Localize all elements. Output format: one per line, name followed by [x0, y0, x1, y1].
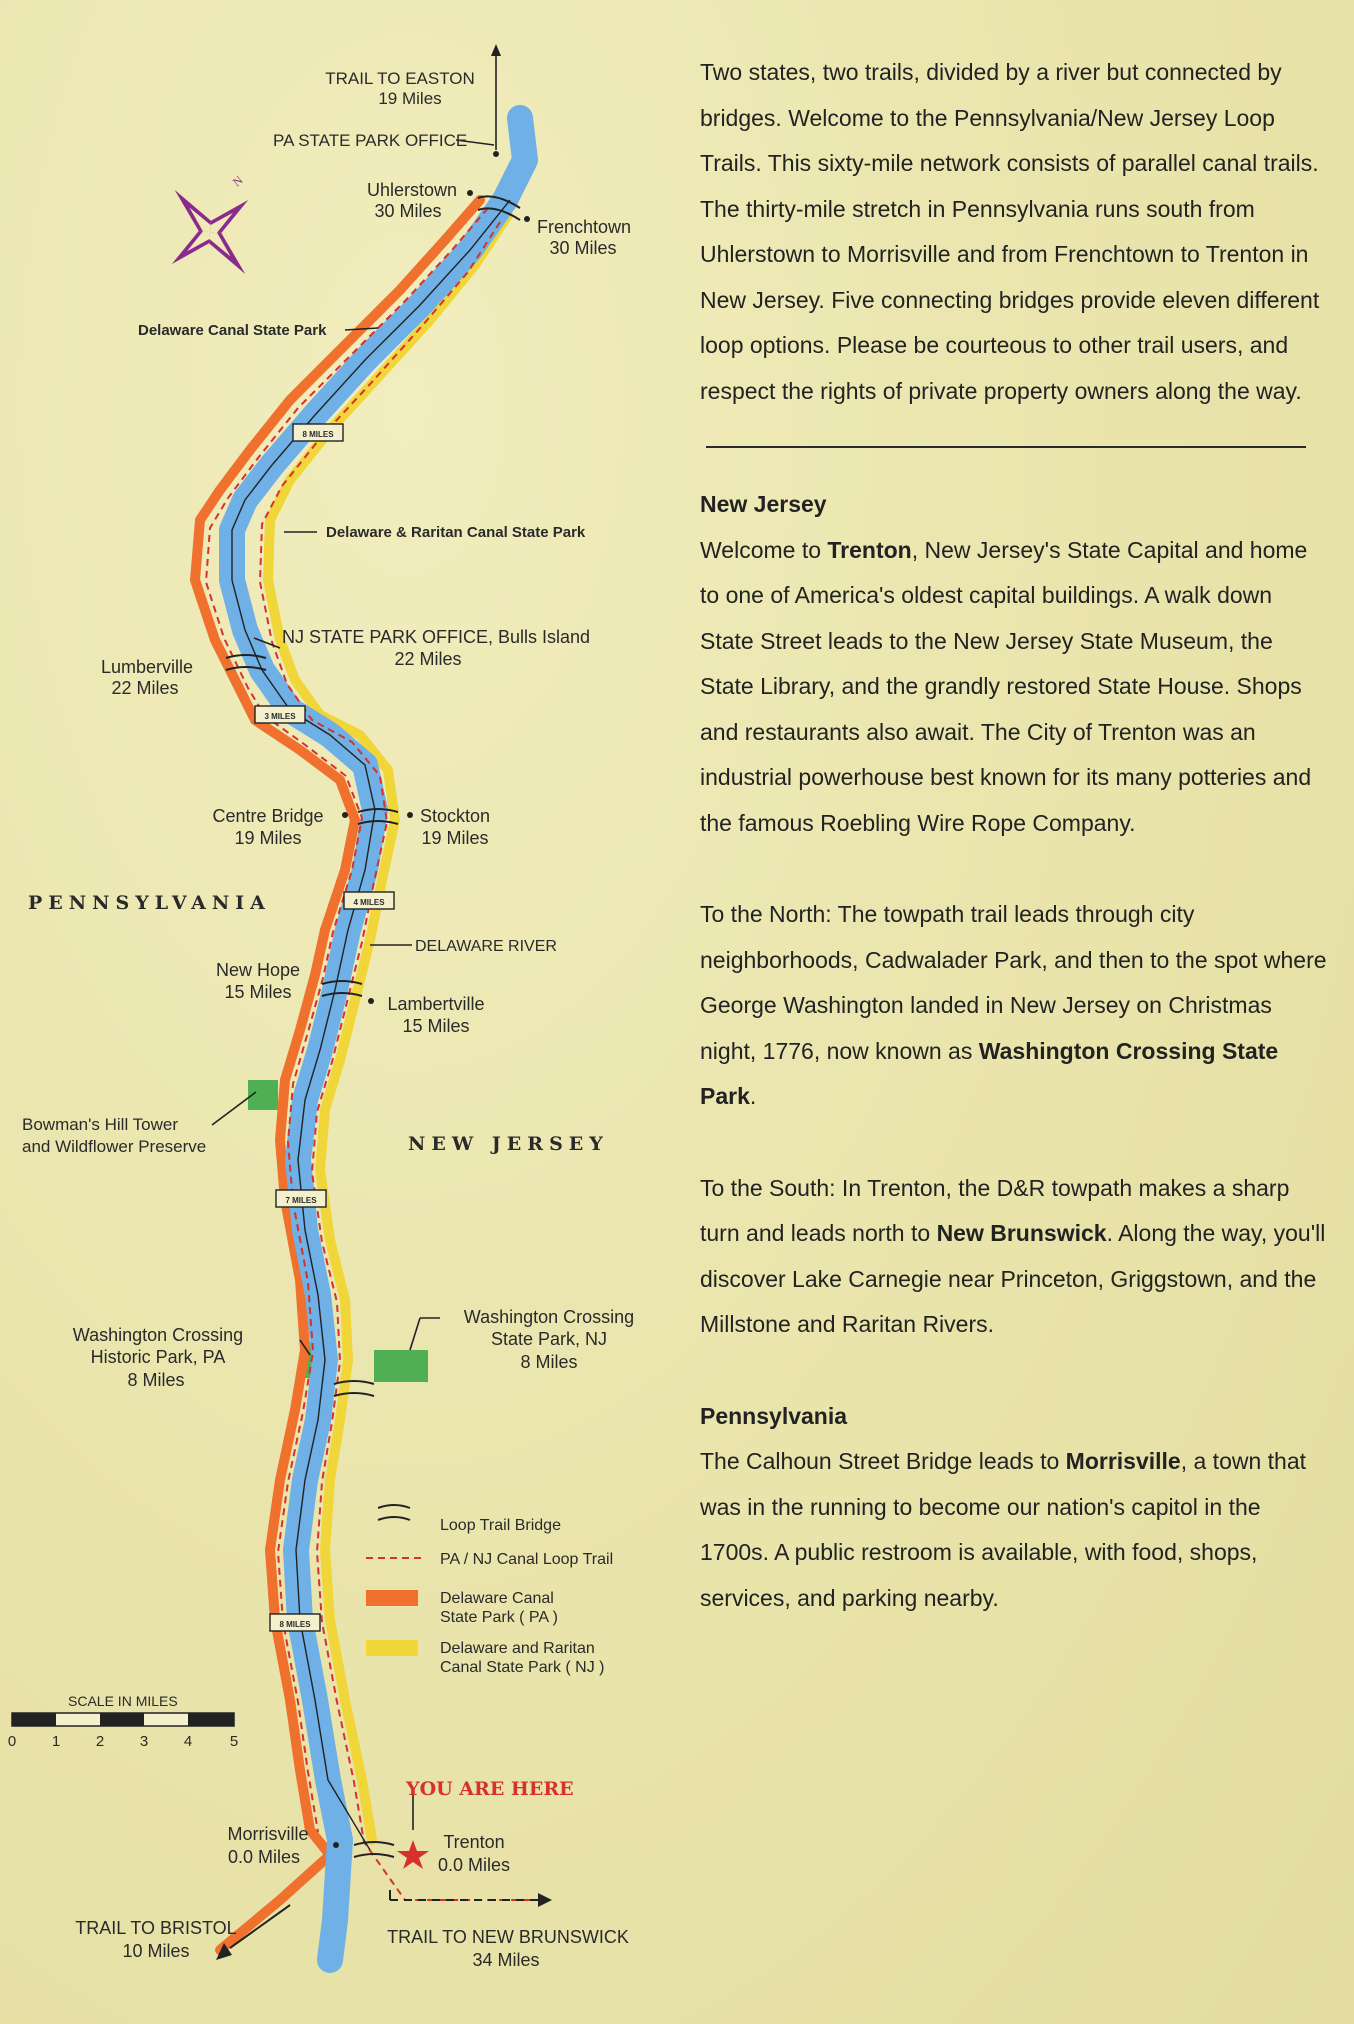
morrisville-label: Morrisville	[227, 1824, 309, 1844]
delaware-river-label: DELAWARE RIVER	[415, 938, 557, 955]
trail-to-nb-miles: 34 Miles	[472, 1950, 540, 1970]
uhlerstown-miles: 30 Miles	[374, 201, 442, 221]
pa-paragraph-1: The Calhoun Street Bridge leads to Morrisville, a town that was in the running to become our nation's capitol in the 1700s. A public restroom is available, with food, shops, services, and parking nearby.	[700, 1448, 1307, 1611]
uhlerstown-label: Uhlerstown	[366, 180, 458, 200]
nj-state-park-office-miles: 22 Miles	[394, 649, 462, 669]
delaware-river	[229, 118, 525, 1960]
frenchtown-label: Frenchtown	[536, 217, 632, 237]
intro-paragraph: Two states, two trails, divided by a river but connected by bridges. Welcome to the Pennsylvania/New Jersey Loop Trails. This sixty-mile network consists of parallel canal trails. The thirty-mile stretch in Pennsylvania runs south from Uhlerstown to Morrisville and from Frenchtown to Trenton in New Jersey. Five connecting bridges provide eleven different loop options. Please be courteous to other trail users, and respect the rights of private property owners along the way.	[700, 59, 1320, 404]
segment-4-label: 7 MILES	[285, 1196, 317, 1205]
trenton-label: Trenton	[443, 1832, 505, 1852]
scale-tick-4: 4	[183, 1733, 193, 1750]
wc-pa-label-2: Historic Park, PA	[90, 1347, 226, 1367]
scale-tick-1: 1	[51, 1733, 61, 1750]
trail-to-nb-label: TRAIL TO NEW BRUNSWICK	[387, 1927, 629, 1947]
legend-nj-label-1: Delaware and Raritan	[440, 1640, 595, 1657]
pa-state-park-office-label: PA STATE PARK OFFICE	[273, 131, 468, 150]
trail-to-bristol-label: TRAIL TO BRISTOL	[75, 1918, 237, 1938]
segment-2-label: 3 MILES	[264, 712, 296, 721]
lumberville-label: Lumberville	[100, 657, 194, 677]
lambertville-miles: 15 Miles	[402, 1016, 470, 1036]
legend-bridge-icon	[378, 1505, 410, 1520]
wc-nj-park	[374, 1350, 428, 1382]
divider-rule	[706, 446, 1306, 448]
scale-tick-2: 2	[95, 1733, 105, 1750]
scale-tick-0: 0	[7, 1733, 17, 1750]
scale-tick-5: 5	[229, 1733, 239, 1750]
segment-5-label: 8 MILES	[279, 1620, 311, 1629]
new-jersey-label: NEW JERSEY	[408, 1133, 609, 1155]
nj-state-park-office-label: NJ STATE PARK OFFICE, Bulls Island	[282, 627, 591, 647]
you-are-here-star-icon	[397, 1840, 429, 1869]
trail-to-bristol-miles: 10 Miles	[122, 1941, 190, 1961]
legend-bridge-label: Loop Trail Bridge	[440, 1517, 561, 1534]
new-hope-label: New Hope	[215, 960, 301, 980]
stockton-miles: 19 Miles	[421, 828, 489, 848]
legend-pa-swatch	[366, 1590, 418, 1606]
delaware-canal-sp-label: Delaware Canal State Park	[138, 322, 327, 339]
nj-paragraph-1: Welcome to Trenton, New Jersey's State Capital and home to one of America's oldest capital buildings. A walk down State Street leads to the New Jersey State Museum, the State Library, and the grandly restored State House. Shops and restaurants also await. The City of Trenton was an industrial powerhouse best known for its many potteries and the famous Roebling Wire Rope Company.	[700, 536, 1312, 836]
new-hope-miles: 15 Miles	[224, 982, 292, 1002]
trail-to-easton-label: TRAIL TO EASTON	[325, 69, 475, 88]
stockton-label: Stockton	[419, 806, 491, 826]
legend-pa-label-2: State Park ( PA )	[440, 1609, 558, 1626]
morrisville-miles: 0.0 Miles	[227, 1847, 301, 1867]
wc-nj-label-2: State Park, NJ	[490, 1329, 608, 1349]
dr-canal-sp-label: Delaware & Raritan Canal State Park	[326, 524, 586, 541]
compass-north-label: N	[229, 172, 246, 190]
compass-rose-icon	[136, 158, 283, 307]
segment-3-label: 4 MILES	[353, 898, 385, 907]
lumberville-miles: 22 Miles	[111, 678, 179, 698]
lambertville-label: Lambertville	[387, 994, 485, 1014]
nj-paragraph-3: To the South: In Trenton, the D&R towpath makes a sharp turn and leads north to New Brunswick. Along the way, you'll discover Lake Carnegie near Princeton, Griggstown, and the Millstone and Raritan Rivers.	[700, 1174, 1326, 1337]
wc-nj-label-3: 8 Miles	[520, 1352, 578, 1372]
nj-paragraph-2: To the North: The towpath trail leads through city neighborhoods, Cadwalader Park, and then to the spot where George Washington landed in New Jersey on Christmas night, 1776, now known as Washington Crossing State Park.	[700, 901, 1327, 1109]
bowmans-hill-label-1: Bowman's Hill Tower	[22, 1115, 178, 1134]
scale-bar	[8, 1693, 238, 1750]
legend-nj-label-2: Canal State Park ( NJ )	[440, 1659, 605, 1676]
centre-bridge-label: Centre Bridge	[212, 806, 324, 826]
segment-1-label: 8 MILES	[302, 430, 334, 439]
text-panel	[700, 50, 1330, 1621]
bowmans-hill-label-2: and Wildflower Preserve	[22, 1137, 207, 1156]
trenton-miles: 0.0 Miles	[437, 1855, 511, 1875]
scale-tick-3: 3	[139, 1733, 149, 1750]
map-legend	[366, 1505, 613, 1676]
easton-arrow-icon	[491, 44, 501, 56]
trail-to-easton-miles: 19 Miles	[378, 89, 442, 108]
nb-arrow-icon	[538, 1893, 552, 1907]
centre-bridge-miles: 19 Miles	[234, 828, 302, 848]
wc-pa-label-3: 8 Miles	[127, 1370, 185, 1390]
you-are-here-label: YOU ARE HERE	[406, 1778, 574, 1800]
wc-nj-label-1: Washington Crossing	[463, 1307, 635, 1327]
nj-heading: New Jersey	[700, 491, 827, 517]
pennsylvania-label: PENNSYLVANIA	[28, 892, 271, 914]
frenchtown-miles: 30 Miles	[549, 238, 617, 258]
legend-pa-label-1: Delaware Canal	[440, 1590, 554, 1607]
wc-pa-label-1: Washington Crossing	[72, 1325, 244, 1345]
pa-heading: Pennsylvania	[700, 1402, 848, 1429]
legend-loop-label: PA / NJ Canal Loop Trail	[440, 1551, 614, 1568]
legend-nj-swatch	[366, 1640, 418, 1656]
scale-title: SCALE IN MILES	[68, 1693, 178, 1709]
